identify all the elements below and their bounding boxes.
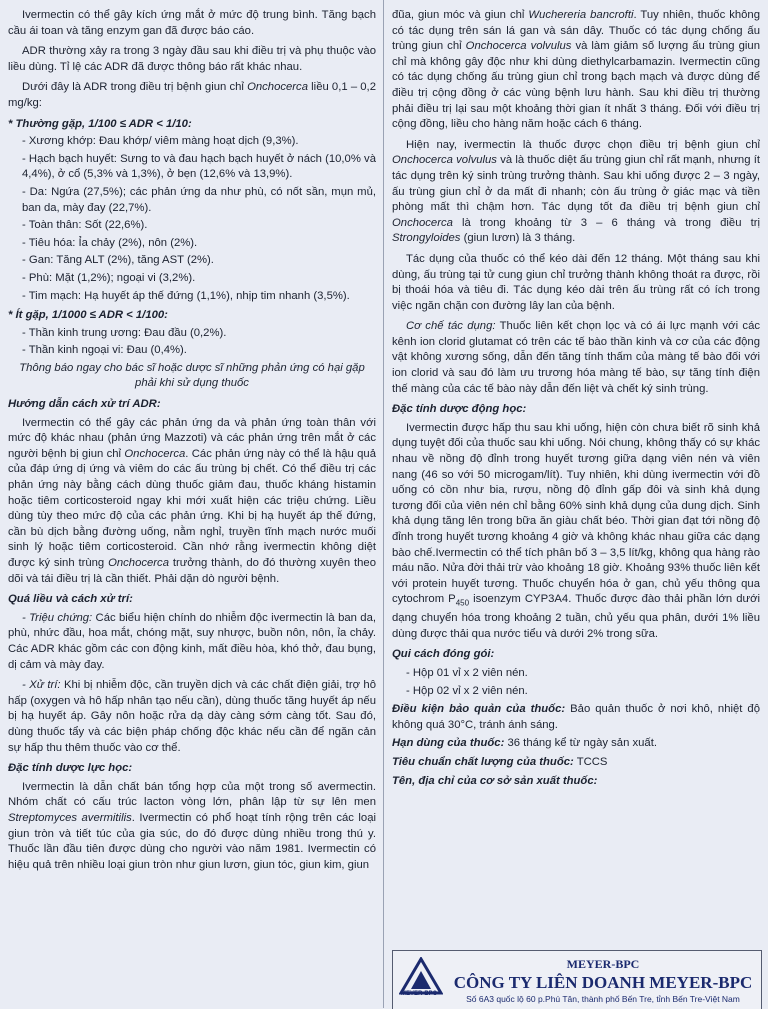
packaging-item: - Hộp 02 vỉ x 2 viên nén. bbox=[406, 684, 528, 697]
paragraph-adr-handling: Ivermectin có thể gây các phản ứng da và phản ứng toàn thân với mức độ khác nhau (phản ứng Mazzoti) và các phản ứng trên mắt ở các người bệnh bị giun chỉ Onchocerca. Các phản ứng này có thể là hậu quả của đáp ứng dị ứng và viêm do các ấu trùng bị chết. Có thể điều trị các phản ứng này bằng cách dùng thuốc giảm đau, thuốc kháng histamin hoặc tiêm corticosteroid ngay khi mới xuất hiện các triệu chứng. Liều dùng tùy theo mức độ của các phản ứng. Khi bị hạ huyết áp thế đứng, cần bù dịch bằng đường uống, nằm nghỉ, truyền tĩnh mạch nước muối sinh lý hoặc tiêm corticosteroid. Cần nhớ rằng ivermectin không diệt được ký sinh trùng Onchocerca trưởng thành, do đó thường xuyên theo dõi và tái điều trị là cần thiết. Phải dặn dò người bệnh. bbox=[8, 416, 376, 585]
packaging-heading: Qui cách đóng gói: bbox=[392, 648, 495, 661]
brand-name: MEYER-BPC bbox=[566, 957, 640, 971]
storage-conditions: Điều kiện bảo quản của thuốc: Bảo quản thuốc ở nơi khô, nhiệt độ không quá 30°C, tránh ánh sáng. bbox=[392, 703, 760, 731]
paragraph-drug-of-choice: Hiện nay, ivermectin là thuốc được chọn điều trị bệnh giun chỉ Onchocerca volvulus và là thuốc diệt ấu trùng giun chỉ rất mạnh, nhưng ít tác dụng trên ký sinh trùng trưởng thành. Sau khi uống được 2 – 3 ngày, ấu trùng giun chỉ ở da mất đi nhanh; còn ấu trùng ở giác mạc và tiền phòng mất thì chậm hơn. Tác dụng tốt đa điều trị bệnh giun chỉ Onchocerca là trong khoảng từ 3 – 6 tháng và trong điều trị Strongyloides (giun lươn) là 3 tháng. bbox=[392, 138, 760, 245]
paragraph-adr-timing: ADR thường xảy ra trong 3 ngày đầu sau khi điều trị và phụ thuộc vào liều dùng. Tỉ lệ các ADR đã được thông báo rất khác nhau. bbox=[8, 45, 376, 73]
manufacturer-label: Tên, địa chỉ của cơ sở sản xuất thuốc: bbox=[392, 774, 598, 787]
common-adr-heading: * Thường gặp, 1/100 ≤ ADR < 1/10: bbox=[8, 117, 192, 130]
expiry: Hạn dùng của thuốc: 36 tháng kể từ ngày sản xuất. bbox=[392, 737, 657, 750]
paragraph-overdose-symptoms: - Triệu chứng: Các biểu hiện chính do nhiễm độc ivermectin là ban da, phù, nhức đầu, hoa mắt, chóng mặt, suy nhược, buồn nôn, nôn, ỉa chảy. Các ADR khác gồm các con động kinh, mất điều hòa, khó thở, đau bụng, dị cảm và mày đay. bbox=[8, 611, 376, 671]
quality-standard: Tiêu chuẩn chất lượng của thuốc: TCCS bbox=[392, 755, 608, 768]
paragraph-pharmacokinetics: Ivermectin được hấp thu sau khi uống, hiện còn chưa biết rõ sinh khả dụng tuyệt đối của thuốc sau khi uống. Nói chung, không thấy có sự khác nhau về nồng độ đỉnh trong huyết tương giữa dạng viên nén và viên nang (46 so với 50 microgam/lít). Tuy nhiên, khi dùng ivermectin với đồ uống có cồn như bia, rượu, nồng độ đỉnh gấp đôi và sinh khả dụng tương đối của viên nén chỉ bằng 60% sinh khả dụng của dung dịch. Sinh khả dụng tăng lên trong bữa ăn giàu chất béo. Thời gian đạt tới nồng độ đỉnh trong huyết tương khoảng 4 giờ và không khác nhau giữa các dạng bào chế.Ivermectin có thể tích phân bố 3 – 3,5 lít/kg, không qua hàng rào máu não. Nửa đời thải trừ vào khoảng 18 giờ. Khoảng 93% thuốc liên kết với protein huyết tương. Thuốc chuyển hóa ở gan, chủ yếu thông qua cytochrom $P_{450}$ isoenzym CYP3A4. Thuốc được đào thải phần lớn dưới dạng chuyển hóa trong khoảng 2 tuần, chủ yếu qua phân, dưới 1% liều dùng được thải qua nước tiểu và dưới 2% trong sữa. bbox=[392, 421, 760, 640]
logo-caption: MEYER-BPC bbox=[400, 991, 437, 997]
common-adr-item: - Toàn thân: Sốt (22,6%). bbox=[22, 219, 148, 232]
paragraph-pharmacodynamics: Ivermectin là dẫn chất bán tổng hợp của một trong số avermectin. Nhóm chất có cấu trúc lacton vòng lớn, phân lập từ sự lên men Streptomyces avermitilis. Ivermectin có phổ hoạt tính rộng trên các loại giun tròn và tiết túc của gia súc, do đó được dùng nhiều trong thú y. Thuốc lần đầu tiên được dùng cho người vào năm 1981. Ivermectin có hiệu quả trên nhiều loại giun tròn như giun lươn, giun tóc, giun kim, giun bbox=[8, 780, 376, 871]
company-address: Số 6A3 quốc lộ 60 p.Phú Tân, thành phố Bến Tre, tỉnh Bến Tre-Việt Nam bbox=[466, 994, 740, 1004]
column-divider bbox=[383, 0, 384, 1008]
rare-adr-item: - Thần kinh trung ương: Đau đầu (0,2%). bbox=[22, 326, 227, 339]
pharmacokinetics-heading: Đặc tính dược động học: bbox=[392, 403, 527, 416]
left-column bbox=[8, 8, 376, 1008]
paragraph-mechanism: Cơ chế tác dụng: Thuốc liên kết chọn lọc và có ái lực mạnh với các kênh ion clorid glutamat có trên các tế bào thần kinh và cơ của các động vật không xương sống, dẫn đến tăng tính thấm của màng tế bào đối với ion clorid và sau đó làm ưu trương hóa màng tế bào, sự tăng tính điện thế màng của các tế bào này dẫn đến liệt và chết ký sinh trùng. bbox=[392, 320, 760, 395]
company-name: CÔNG TY LIÊN DOANH MEYER-BPC bbox=[453, 973, 753, 992]
overdose-heading: Quá liều và cách xử trí: bbox=[8, 593, 133, 606]
common-adr-item: - Tim mạch: Hạ huyết áp thế đứng (1,1%), nhịp tim nhanh (3,5%). bbox=[22, 289, 350, 302]
rare-adr-heading: * Ít gặp, 1/1000 ≤ ADR < 1/100: bbox=[8, 309, 168, 322]
common-adr-item: - Tiêu hóa: Ỉa chảy (2%), nôn (2%). bbox=[22, 236, 198, 249]
paragraph-duration: Tác dụng của thuốc có thể kéo dài đến 12 tháng. Một tháng sau khi dùng, ấu trùng tại tử cung giun chỉ trưởng thành không thoát ra được, rồi bị thoái hóa và tiêu đi. Tác dụng kéo dài trên ấu trùng rất có ích trong việc ngăn chặn con đường lây lan của bệnh. bbox=[392, 252, 760, 312]
common-adr-item: - Phù: Mặt (1,2%); ngoại vi (3,2%). bbox=[22, 271, 196, 284]
adr-handling-heading: Hướng dẫn cách xử trí ADR: bbox=[8, 398, 161, 411]
paragraph-spectrum: đũa, giun móc và giun chỉ Wuchereria bancrofti. Tuy nhiên, thuốc không có tác dụng trên sán lá gan và sán dây. Thuốc có tác dụng chống ấu trùng giun chỉ Onchocerca volvulus và làm giảm số lượng ấu trùng giun chỉ mà không gây độc như khi dùng diethylcarbamazin. Ivermectin cũng có tác dụng chống ấu trùng giun chỉ trong bạch mạch và được dùng để điều trị cộng đồng ở các vùng bệnh lưu hành. Sau khi điều trị thường phải điều trị lại sau một khoảng thời gian ít nhất 3 tháng. Đối với điều trị cộng đồng, liều cho hàng năm hoặc cách 6 tháng. bbox=[392, 9, 760, 131]
paragraph-adr-intro: Dưới đây là ADR trong điều trị bệnh giun chỉ Onchocerca liều 0,1 – 0,2 mg/kg: bbox=[8, 81, 376, 109]
common-adr-item: - Hạch bạch huyết: Sưng to và đau hạch bạch huyết ở nách (10,0% và 4,4%), ở cổ (5,3% và 1,3%), ở bẹn (12,6% và 13,9%). bbox=[22, 152, 376, 181]
common-adr-item: - Xương khớp: Đau khớp/ viêm màng hoạt dịch (9,3%). bbox=[22, 135, 299, 148]
paragraph-eye-irritation: Ivermectin có thể gây kích ứng mắt ở mức độ trung bình. Tăng bạch cầu ái toan và tăng enzym gan đã được báo cáo. bbox=[8, 9, 376, 37]
rare-adr-item: - Thần kinh ngoại vi: Đau (0,4%). bbox=[22, 344, 187, 357]
common-adr-item: - Gan: Tăng ALT (2%), tăng AST (2%). bbox=[22, 254, 214, 267]
adr-notice: Thông báo ngay cho bác sĩ hoặc dược sĩ những phản ứng có hại gặp phải khi sử dụng thuốc bbox=[19, 361, 365, 390]
manufacturer-box bbox=[392, 950, 762, 1009]
paragraph-overdose-treatment: - Xử trí: Khi bị nhiễm độc, cần truyền dịch và các chất điện giải, trợ hô hấp (oxygen và hô hấp nhân tạo nếu cần), dùng thuốc tăng huyết áp nếu bị hạ huyết áp. Gây nôn hoặc rửa dạ dày càng sớm càng tốt. Sau đó, dùng thuốc tẩy và các biện pháp chống độc khác nếu cần để ngăn cản sự hấp thu thêm thuốc vào cơ thể. bbox=[8, 679, 376, 754]
common-adr-item: - Da: Ngứa (27,5%); các phản ứng da như phù, có nốt sần, mụn mủ, ban da, mày đay (22,7%). bbox=[22, 185, 376, 214]
right-column bbox=[392, 8, 760, 1008]
packaging-item: - Hộp 01 vỉ x 2 viên nén. bbox=[406, 667, 528, 679]
pharmacodynamics-heading: Đặc tính dược lực học: bbox=[8, 762, 133, 775]
